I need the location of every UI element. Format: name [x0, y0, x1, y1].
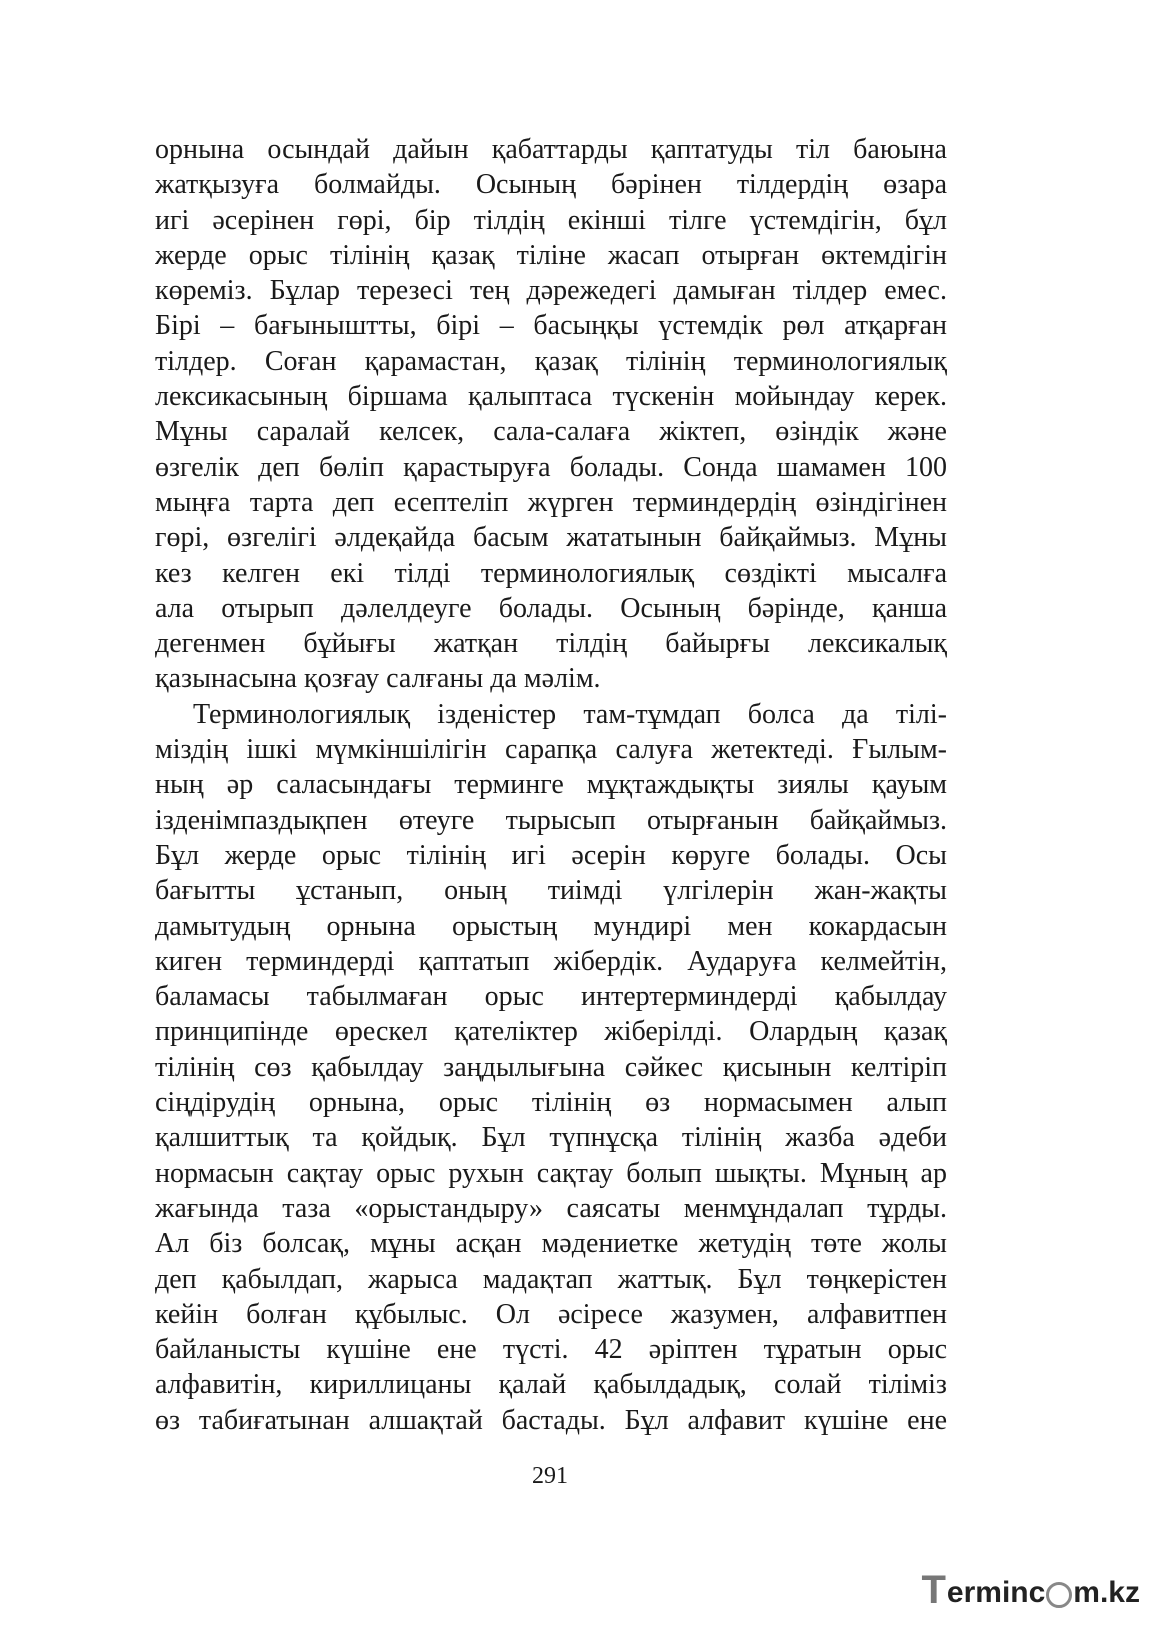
paragraph-1	[155, 132, 947, 697]
text-line: өз табиғатынан алшақтай бастады. Бұл алфавит күшіне ене	[155, 1404, 947, 1436]
text-line: қалшиттық та қойдық. Бұл түпнұсқа тілінің жазба әдеби	[155, 1122, 947, 1154]
text-line: жатқызуға болмайды. Осының бәрінен тілдердің өзара	[155, 169, 947, 201]
text-line: тілдер. Соған қарамастан, қазақ тілінің терминологиялық	[155, 345, 947, 377]
text-line: кейін болған құбылыс. Ол әсіресе жазумен, алфавитпен	[155, 1298, 947, 1330]
text-line: лексикасының біршама қалыптаса түскенін мойындау керек.	[155, 381, 947, 413]
watermark-text-start: erminc	[946, 1575, 1046, 1609]
text-line: міздің ішкі мүмкіншілігін сарапқа салуға жетектеді. Ғылым-	[155, 734, 947, 766]
text-line: тілінің сөз қабылдау заңдылығына сәйкес қисынын келтіріп	[155, 1051, 947, 1083]
text-line: принципінде өрескел қателіктер жіберілді. Олардың қазақ	[155, 1016, 947, 1048]
text-line: қазынасына қозғау салғаны да мәлім.	[155, 663, 601, 695]
text-line: Бірі – бағыныштты, бірі – басыңқы үстемдік рөл атқарған	[155, 310, 947, 342]
watermark-logo-letter: T	[921, 1568, 946, 1612]
text-line: жағында таза «орыстандыру» саясаты менмұндалап тұрды.	[155, 1192, 947, 1224]
text-line: игі әсерінен гөрі, бір тілдің екінші тілге үстемдігін, бұл	[155, 204, 947, 236]
text-line: нормасын сақтау орыс рухын сақтау болып шықты. Мұның ар	[155, 1157, 947, 1189]
text-line: сіңдірудің орнына, орыс тілінің өз нормасымен алып	[155, 1087, 947, 1119]
text-line: дегенмен бұйығы жатқан тілдің байырғы лексикалық	[155, 628, 947, 660]
termincom-watermark	[921, 1570, 1140, 1615]
text-line: орнына осындай дайын қабаттарды қаптатуды тіл баюына	[155, 134, 947, 165]
text-line: дамытудың орнына орыстың мундирі мен кокардасын	[155, 910, 947, 942]
text-line: байланысты күшіне ене түсті. 42 әріптен тұратын орыс	[155, 1334, 947, 1366]
text-line: баламасы табылмаған орыс интертерминдерді қабылдау	[155, 981, 947, 1013]
text-line: Бұл жерде орыс тілінің игі әсерін көруге болады. Осы	[155, 839, 947, 871]
text-line: өзгелік деп бөліп қарастыруға болады. Сонда шамамен 100	[155, 451, 947, 483]
text-line: көреміз. Бұлар терезесі тең дәрежедегі дамыған тілдер емес.	[155, 275, 947, 307]
text-line: алфавитін, кириллицаны қалай қабылдадық, солай тіліміз	[155, 1369, 947, 1401]
text-line: кез келген екі тілді терминологиялық сөздікті мысалға	[155, 557, 947, 589]
paragraph-2	[155, 697, 947, 1438]
watermark-ring-icon	[1046, 1582, 1072, 1608]
text-line: ізденімпаздықпен өтеуге тырысып отырғанын байқаймыз.	[155, 804, 947, 836]
text-line: ның әр саласындағы терминге мұқтаждықты зиялы қауым	[155, 769, 947, 801]
text-line: Мұны саралай келсек, сала-салаға жіктеп, өзіндік және	[155, 416, 947, 448]
text-line: Ал біз болсақ, мұны асқан мәдениетке жетудің төте жолы	[155, 1228, 947, 1260]
text-line: гөрі, өзгелігі әлдеқайда басым жататынын байқаймыз. Мұны	[155, 522, 947, 554]
watermark-text-end: m.kz	[1073, 1575, 1140, 1609]
text-line: деп қабылдап, жарыса мадақтап жаттық. Бұл төңкерістен	[155, 1263, 947, 1295]
text-line: Терминологиялық ізденістер там-тұмдап болса да тілі-	[193, 698, 947, 730]
text-line: мыңға тарта деп есептеліп жүрген терминдердің өзіндігінен	[155, 486, 947, 518]
page-body	[155, 132, 947, 1438]
text-line: бағытты ұстанып, оның тиімді үлгілерін жан-жақты	[155, 875, 947, 907]
text-line: жерде орыс тілінің қазақ тіліне жасап отырған өктемдігін	[155, 239, 947, 271]
page-number: 291	[532, 1463, 568, 1489]
text-line: киген терминдерді қаптатып жібердік. Аударуға келмейтін,	[155, 945, 947, 977]
text-line: ала отырып дәлелдеуге болады. Осының бәрінде, қанша	[155, 592, 947, 624]
